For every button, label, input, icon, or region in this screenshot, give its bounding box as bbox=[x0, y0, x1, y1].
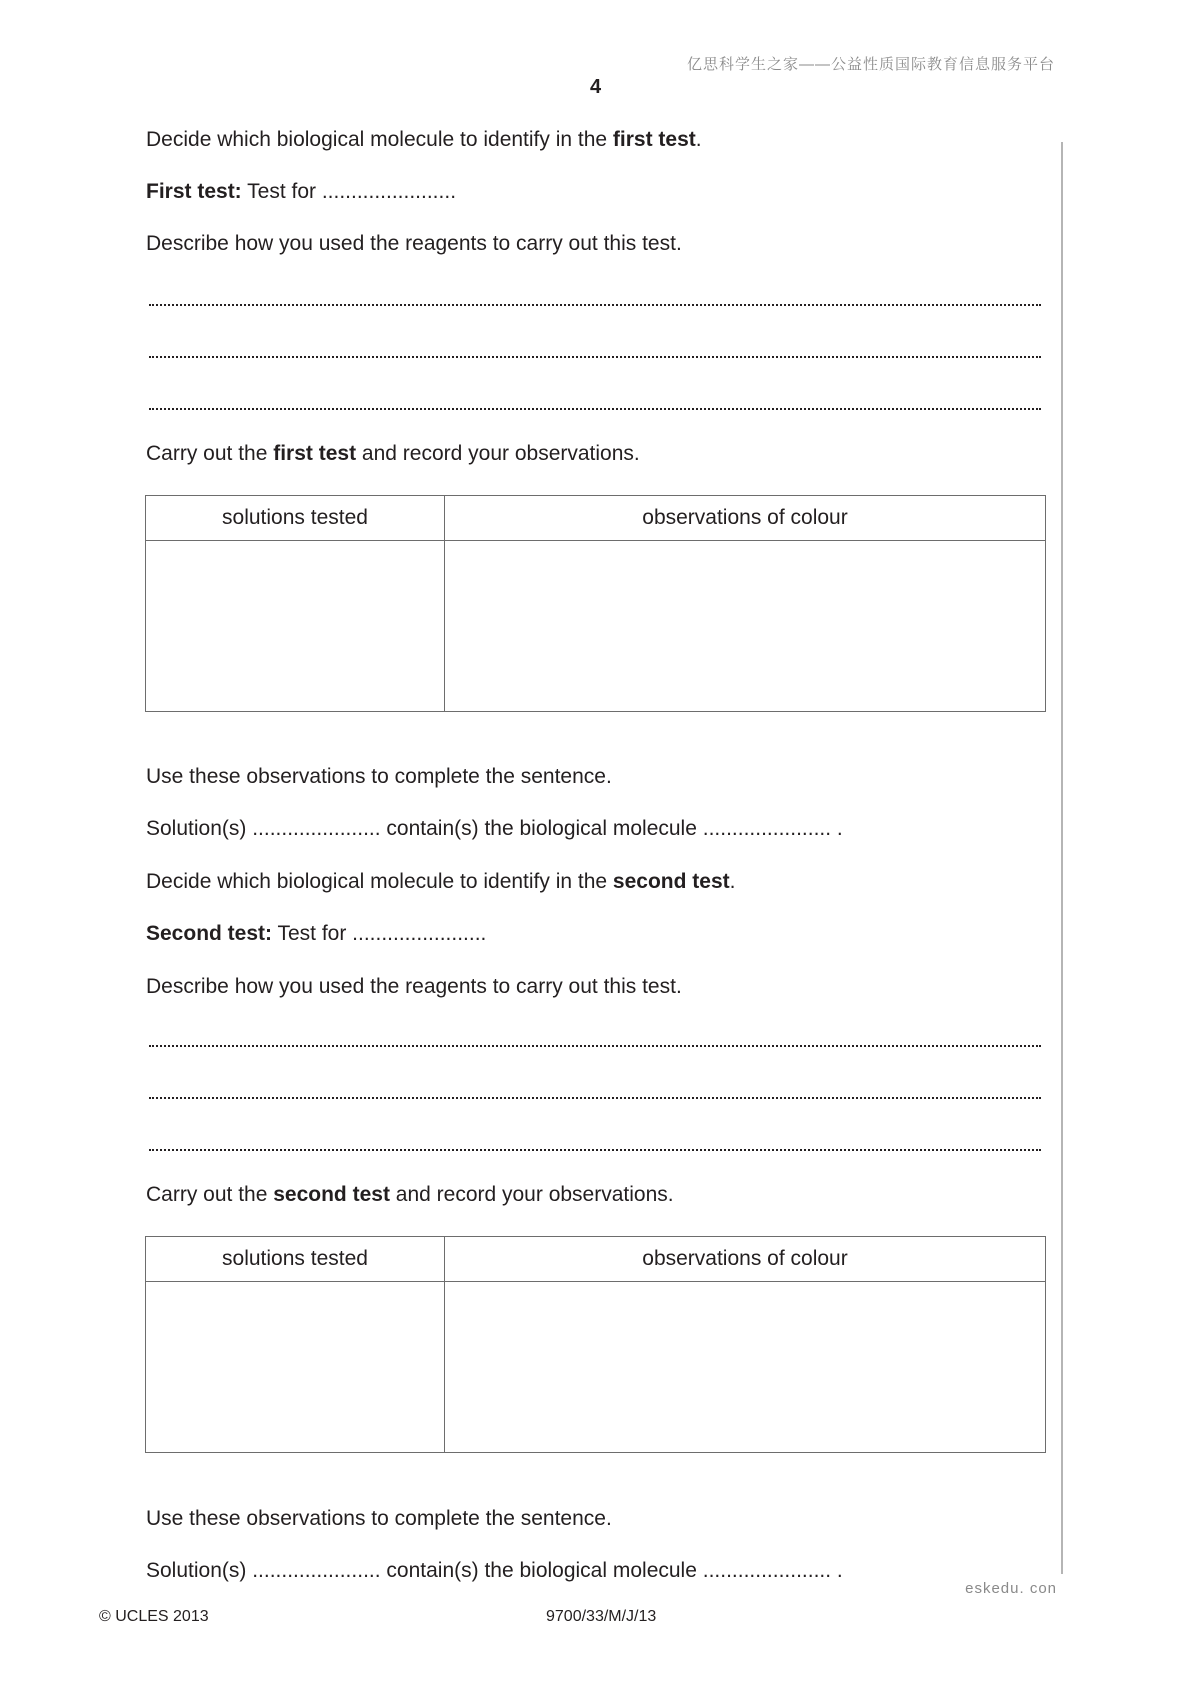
answer-line[interactable] bbox=[149, 1149, 1041, 1151]
answer-line[interactable] bbox=[149, 1045, 1041, 1047]
first-test-observation-table bbox=[145, 495, 1046, 712]
first-test-carry-out-instruction: Carry out the first test and record your observations. bbox=[146, 442, 640, 465]
solutions-tested-cell[interactable] bbox=[146, 541, 445, 712]
second-test-conclusion-sentence[interactable]: Solution(s) ...................... contain(s) the biological molecule ...................... . bbox=[146, 1559, 843, 1582]
observations-cell[interactable] bbox=[445, 1282, 1046, 1453]
paper-code: 9700/33/M/J/13 bbox=[546, 1608, 657, 1625]
column-header-observations-of-colour: observations of colour bbox=[445, 1237, 1046, 1282]
first-test-describe-instruction: Describe how you used the reagents to carry out this test. bbox=[146, 232, 682, 255]
observations-cell[interactable] bbox=[445, 541, 1046, 712]
second-test-carry-out-instruction: Carry out the second test and record your observations. bbox=[146, 1183, 674, 1206]
second-test-use-observations-instruction: Use these observations to complete the sentence. bbox=[146, 1507, 612, 1530]
first-test-conclusion-sentence[interactable]: Solution(s) ...................... contain(s) the biological molecule ...................... . bbox=[146, 817, 843, 840]
margin-line bbox=[1061, 142, 1063, 1574]
answer-line[interactable] bbox=[149, 408, 1041, 410]
page-number: 4 bbox=[589, 76, 602, 98]
answer-line[interactable] bbox=[149, 356, 1041, 358]
column-header-solutions-tested: solutions tested bbox=[146, 1237, 445, 1282]
second-test-label: Second test: Test for ....................... bbox=[146, 922, 487, 945]
second-test-describe-instruction: Describe how you used the reagents to carry out this test. bbox=[146, 975, 682, 998]
watermark-header: 亿思科学生之家——公益性质国际教育信息服务平台 bbox=[686, 56, 1055, 73]
first-test-decide-instruction: Decide which biological molecule to identify in the first test. bbox=[146, 128, 702, 151]
first-test-label: First test: Test for ....................... bbox=[146, 180, 457, 203]
second-test-decide-instruction: Decide which biological molecule to identify in the second test. bbox=[146, 870, 736, 893]
copyright-notice: © UCLES 2013 bbox=[99, 1608, 209, 1625]
column-header-solutions-tested: solutions tested bbox=[146, 496, 445, 541]
watermark-footer: eskedu. con bbox=[965, 1580, 1057, 1597]
first-test-use-observations-instruction: Use these observations to complete the sentence. bbox=[146, 765, 612, 788]
column-header-observations-of-colour: observations of colour bbox=[445, 496, 1046, 541]
answer-line[interactable] bbox=[149, 304, 1041, 306]
answer-line[interactable] bbox=[149, 1097, 1041, 1099]
solutions-tested-cell[interactable] bbox=[146, 1282, 445, 1453]
second-test-observation-table bbox=[145, 1236, 1046, 1453]
